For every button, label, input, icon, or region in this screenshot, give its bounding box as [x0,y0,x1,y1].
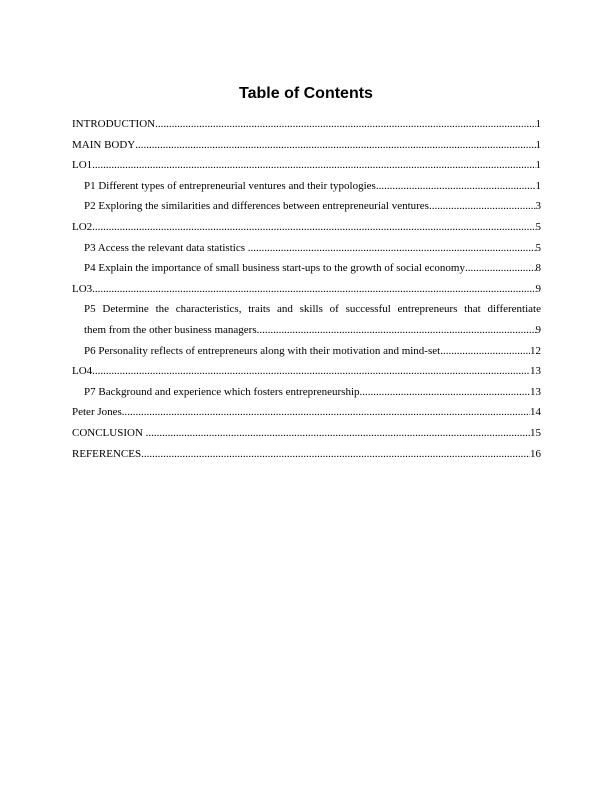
toc-entry-main-body[interactable] [72,135,541,156]
toc-page-number: 8 [535,262,541,275]
toc-entry-label: P6 Personality reflects of entrepreneurs along with their motivation and mind-set [84,344,441,357]
toc-entry-label: P7 Background and experience which fosters entrepreneurship [84,385,360,398]
table-of-contents [72,114,541,464]
toc-entry-label: LO3 [72,282,93,295]
toc-entry-label: P3 Access the relevant data statistics [84,241,248,254]
toc-entry-lo4[interactable] [72,361,541,382]
toc-page-number: 13 [530,385,541,398]
dot-leader [146,423,530,444]
toc-page-number: 9 [535,323,541,336]
toc-page-number: 1 [535,118,541,130]
toc-page-number: 1 [535,138,541,151]
toc-entry-p6[interactable] [72,341,541,362]
toc-page-number: 9 [535,282,541,295]
toc-entry-label: LO4 [72,365,93,378]
toc-page-number: 5 [535,241,541,254]
toc-page-number: 5 [535,220,541,233]
toc-page-number: 12 [530,344,541,357]
toc-entry-label: Peter Jones [72,406,122,419]
dot-leader [429,196,536,217]
toc-title: Table of Contents [239,85,373,102]
toc-entry-introduction[interactable] [72,114,541,135]
dot-leader [122,402,530,423]
toc-entry-lo3[interactable] [72,279,541,300]
dot-leader [248,238,536,259]
toc-entry-label: LO1 [72,159,93,172]
toc-entry-label: P1 Different types of entrepreneurial ventures and their typologies [84,179,376,192]
dot-leader [376,176,536,197]
dot-leader [135,135,535,156]
toc-entry-peter-jones[interactable] [72,402,541,423]
toc-entry-label: MAIN BODY [72,138,136,151]
dot-leader [92,279,535,300]
toc-entry-p7[interactable] [72,382,541,403]
toc-entry-p1[interactable] [72,176,541,197]
toc-entry-label: P4 Explain the importance of small business start-ups to the growth of social economy [84,262,465,275]
dot-leader [440,341,530,362]
dot-leader [360,382,530,403]
toc-entry-label: INTRODUCTION [72,118,156,130]
toc-entry-p5[interactable] [72,299,541,340]
dot-leader [141,444,530,465]
dot-leader [465,258,536,279]
toc-page-number: 14 [530,406,541,419]
toc-page-number: 3 [535,200,541,213]
toc-entry-conclusion[interactable] [72,423,541,444]
dot-leader [92,217,535,238]
toc-entry-lo1[interactable] [72,155,541,176]
toc-entry-label: LO2 [72,220,93,233]
toc-page-number: 13 [530,365,541,378]
dot-leader [92,361,530,382]
toc-page-number: 1 [535,159,541,172]
toc-entry-label-line2: them from the other business managers [84,323,257,336]
dot-leader [92,155,535,176]
dot-leader [155,114,535,135]
toc-entry-p3[interactable] [72,238,541,259]
toc-entry-label: P2 Exploring the similarities and differences between entrepreneurial ventures [84,200,429,213]
toc-page-number: 16 [530,447,541,460]
dot-leader [257,320,536,341]
toc-page-number: 1 [535,179,541,192]
toc-entry-label: REFERENCES [72,447,142,460]
toc-entry-p2[interactable] [72,196,541,217]
toc-entry-label: CONCLUSION [72,426,146,439]
toc-entry-label-line1: P5 Determine the characteristics, traits and skills of successful entrepreneurs that differentiate [84,303,541,316]
toc-entry-lo2[interactable] [72,217,541,238]
toc-entry-references[interactable] [72,444,541,465]
toc-entry-p4[interactable] [72,258,541,279]
toc-page-number: 15 [530,426,541,439]
